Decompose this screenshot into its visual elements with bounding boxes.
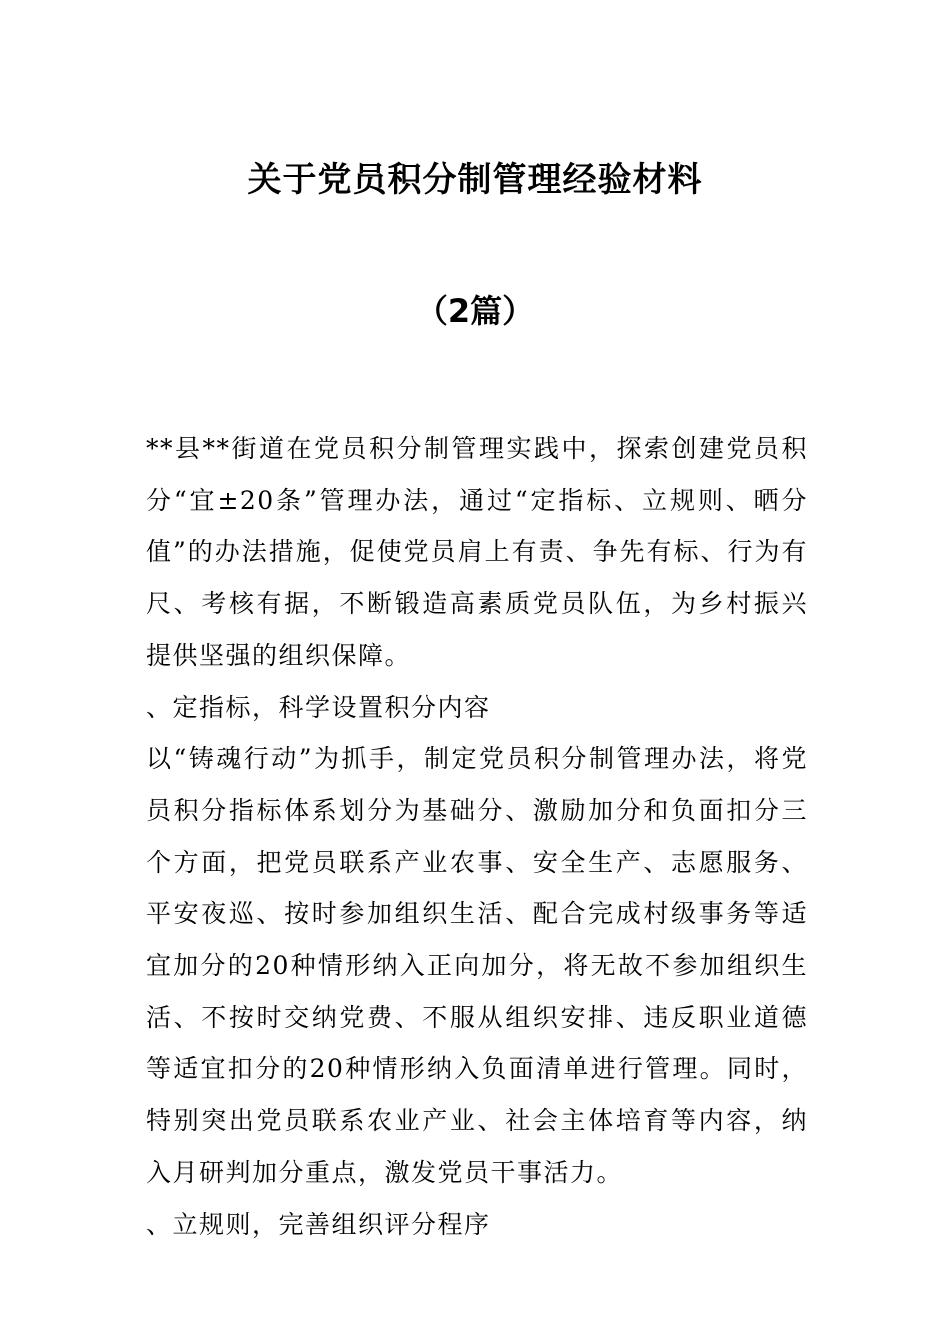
document-body (146, 423, 808, 1250)
document-subtitle: （2篇） (415, 292, 535, 330)
section-paragraph-1: 以“铸魂行动”为抓手，制定党员积分制管理办法，将党员积分指标体系划分为基础分、激励加分和负面扣分三个方面，把党员联系产业农事、安全生产、志愿服务、平安夜巡、按时参加组织生活、配合完成村级事务等适宜加分的20种情形纳入正向加分，将无故不参加组织生活、不按时交纳党费、不服从组织安排、违反职业道德等适宜扣分的20种情形纳入负面清单进行管理。同时，特别突出党员联系农业产业、社会主体培育等内容，纳入月研判加分重点，激发党员干事活力。 (146, 744, 808, 1187)
intro-paragraph: **县**街道在党员积分制管理实践中，探索创建党员积分“宜±20条”管理办法，通过“定指标、立规则、晒分值”的办法措施，促使党员肩上有责、争先有标、行为有尺、考核有据，不断锻造高素质党员队伍，为乡村振兴提供坚强的组织保障。 (146, 434, 808, 670)
section-heading-1: 、定指标，科学设置积分内容 (146, 692, 491, 722)
section-heading-2: 、立规则，完善组织评分程序 (146, 1209, 491, 1239)
document-title: 关于党员积分制管理经验材料 (247, 160, 703, 200)
